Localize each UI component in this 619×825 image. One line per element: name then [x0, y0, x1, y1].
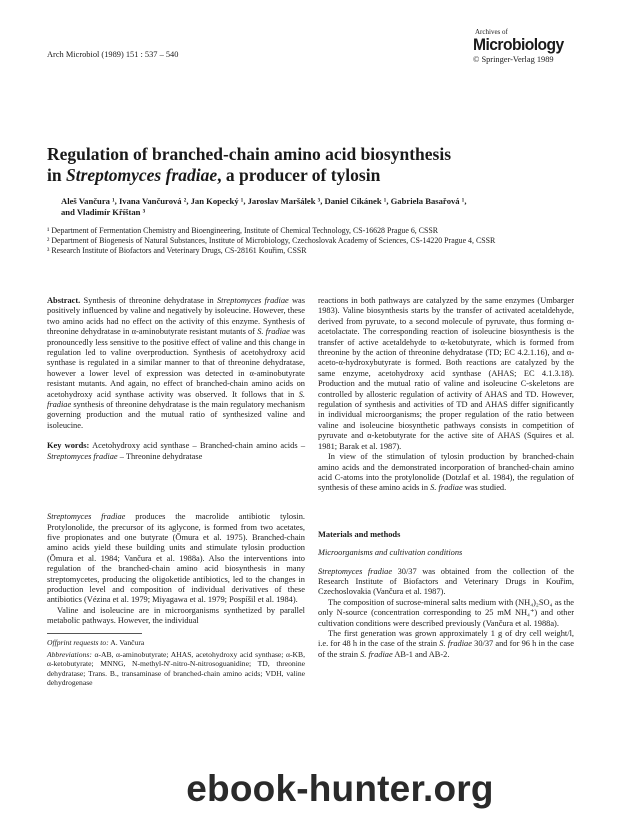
affiliations — [47, 226, 577, 256]
title-line-2: in Streptomyces fradiae, a producer of tylosin — [47, 165, 381, 185]
title-line-1: Regulation of branched-chain amino acid biosynthesis — [47, 144, 452, 164]
abstract-label: Abstract. — [47, 296, 81, 305]
authors-line-1: Aleš Vančura ¹, Ivana Vančurová ², Jan Kopecký ¹, Jaroslav Maršálek ³, Daniel Cikánek ¹, Gabriela Basařová ¹, — [61, 196, 467, 206]
journal-name: Microbiology — [473, 35, 564, 54]
right-column — [318, 296, 574, 660]
intro-paragraph-1: Streptomyces fradiae produces the macrolide antibiotic tylosin. Protylonolide, the precursor of its aglycone, is formed from two acetates, five propionates and one butyrate (Ōmura et al. 1975). Branched-chain amino acids yield these building units and stimulate tylosin production (Ōmura et al. 1984; Vančura et al. 1988a). Also the interventions into regulation of the branched-chain amino acid biosynthesis in many streptomycetes, producing the oligoketide antibiotics, led to the changes in production level and composition of individual derivatives of these antibiotics (Vézina et al. 1979; Miyagawa et al. 1979; Pospíšil et al. 1984). — [47, 512, 305, 605]
authors-line-2: and Vladimír Kříštan ³ — [61, 207, 146, 217]
methods-paragraph-1: Streptomyces fradiae 30/37 was obtained from the collection of the Research Institute of Biofactors and Veterinary Drugs in Kouřim, Czechoslovakia (Vančura et al. 1987). — [318, 566, 574, 597]
paper-title — [47, 144, 577, 186]
intro-continued: reactions in both pathways are catalyzed by the same enzymes (Umbarger 1983). Valine biosynthesis starts by the transfer of activated acetaldehyde, derived from pyruvate, to a second molecule of pyruvate, thus forming α-acetolactate. The corresponding reaction of isoleucine biosynthesis is the transfer of active acetaldehyde to α-ketobutyrate, which is formed from threonine by the action of threonine dehydratase (TD; EC 4.2.1.16), and α-aceto-α-hydroxybutyrate is formed. Both reactions are catalyzed by the same enzyme, acetohydroxy acid synthase (AHAS; EC 4.1.3.18). Production and the mutual ratio of valine and isoleucine C-skeletons are controlled by allosteric regulation of activity of AHAS and TD. However, regulation of synthesis and activities of TD and AHAS differ significantly in individual microorganisms; the proper regulation of the ratio between valine and isoleucine biosynthetic pathways consists in competition of pyruvate and α-ketobutyrate for the active site of AHAS (Squires et al. 1981; Barak et al. 1987). — [318, 296, 574, 451]
left-column — [47, 296, 305, 688]
methods-paragraph-2: The composition of sucrose-mineral salts medium with (NH₄)₂SO₄ as the only N-source (concentration corresponding to 25 mM NH₄⁺) and other cultivation conditions were described previously (Vančura et al. 1988a). — [318, 597, 574, 628]
footnote-divider — [47, 633, 142, 634]
journal-logo — [473, 28, 573, 64]
affiliation-1: ¹ Department of Fermentation Chemistry and Bioengineering, Institute of Chemical Technology, CS-16628 Prague 6, CSSR — [47, 226, 439, 235]
affiliation-3: ³ Research Institute of Biofactors and Veterinary Drugs, CS-28161 Kouřim, CSSR — [47, 246, 307, 255]
title-species: Streptomyces fradiae — [65, 165, 218, 185]
methods-paragraph-3: The first generation was grown approximately 1 g of dry cell weight/l, i.e. for 48 h in the case of the strain S. fradiae 30/37 and for 96 h in the case of the strain S. fradiae AB-1 and AB-2. — [318, 628, 575, 659]
journal-small-label: Archives of — [475, 28, 508, 36]
citation-header: Arch Microbiol (1989) 151 : 537 – 540 — [47, 50, 179, 59]
intro-paragraph-2: Valine and isoleucine are in microorganisms synthetized by parallel metabolic pathways. However, the individual — [47, 605, 305, 626]
author-list — [61, 196, 581, 218]
keywords-label: Key words: — [47, 441, 90, 451]
publisher-copyright: © Springer-Verlag 1989 — [473, 55, 554, 64]
subsection-heading: Microorganisms and cultivation conditions — [318, 548, 463, 558]
abbreviations-footnote: Abbreviations: α-AB, α-aminobutyrate; AHAS, acetohydroxy acid synthase; α-KB, α-ketobutyrate; MNNG, N-methyl-N'-nitro-N-nitrosoguanidine; TD, threonine dehydratase; Trans. B., transaminase of branched-chain amino acids; VDH, valine dehydrogenase — [47, 649, 305, 688]
offprint-footnote: Offprint requests to: A. Vančura — [47, 637, 145, 647]
keywords: Key words: Acetohydroxy acid synthase – Branched-chain amino acids – Streptomyces fradiae – Threonine dehydratase — [47, 441, 306, 461]
abstract: Abstract. Synthesis of threonine dehydratase in Streptomyces fradiae was positively influenced by valine and negatively by isoleucine. However, these two amino acids had no effect on the activity of this enzyme. Synthesis of threonine dehydratase in α-aminobutyrate resistant mutants of S. fradiae was pronouncedly less sensitive to the positive effect of valine and this change in regulation led to valine overproduction. Synthesis of acetohydroxy acid synthase is regulated in a similar manner to that of threonine dehydratase, however a lower level of expression was detected in α-aminobutyrate resistant mutants. And again, no effect of branched-chain amino acids on acetohydroxy acid synthase activity was observed. It follows that in S. fradiae synthesis of threonine dehydratase is the main regulatory mechanism governing production and the mutual ratio of synthesized valine and isoleucine. — [47, 296, 306, 430]
section-heading: Materials and methods — [318, 529, 401, 539]
watermark-text: ebook-hunter.org — [186, 768, 494, 809]
affiliation-2: ² Department of Biogenesis of Natural Substances, Institute of Microbiology, Czechoslovak Academy of Sciences, CS-14220 Prague 4, CSSR — [47, 236, 496, 245]
intro-paragraph-3: In view of the stimulation of tylosin production by branched-chain amino acids and the demonstrated incorporation of branched-chain amino acid C-atoms into the protylonolide (Dotzlaf et al. 1984), the regulation of synthesis of these amino acids in S. fradiae was studied. — [318, 452, 574, 493]
